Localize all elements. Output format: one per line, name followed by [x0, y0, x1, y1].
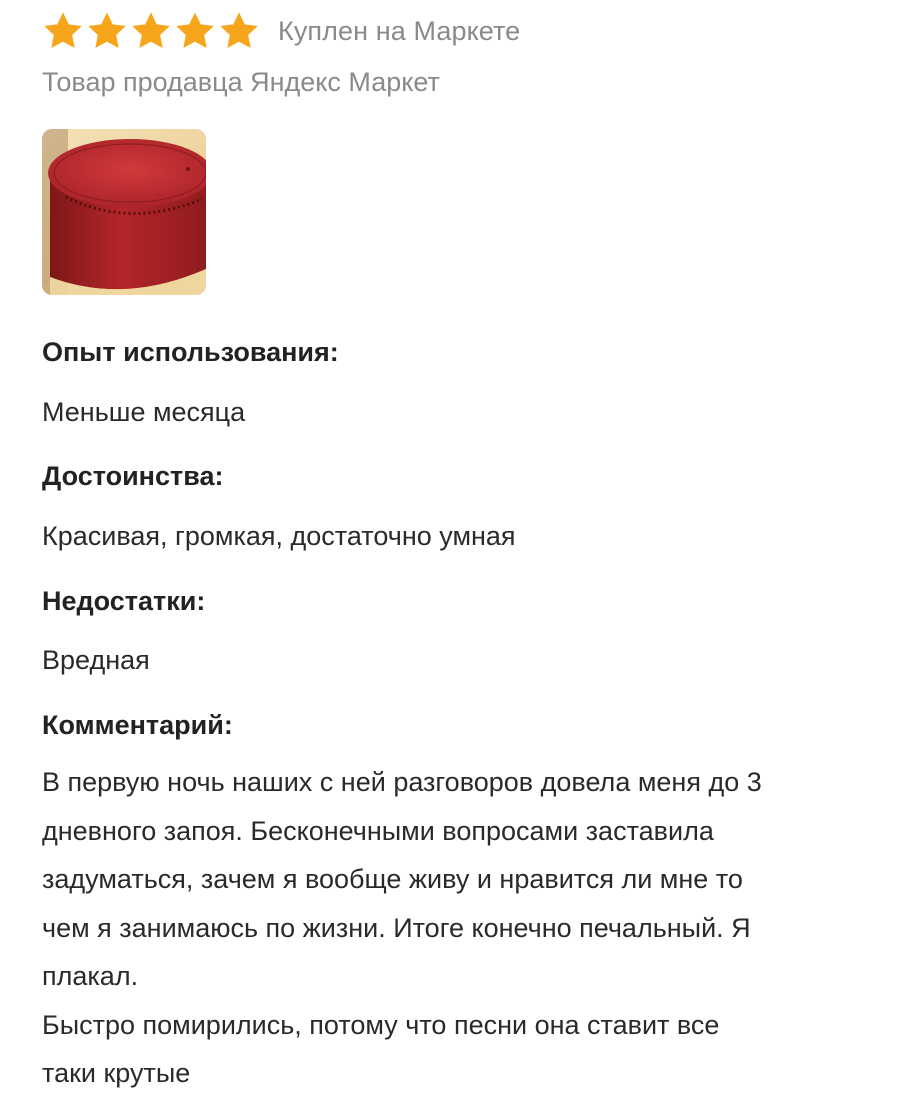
comment-line: плакал.	[42, 961, 139, 991]
star-icon	[86, 11, 128, 51]
comment-line: задуматься, зачем я вообще живу и нравится ли мне то	[42, 864, 743, 894]
pros-value: Красивая, громкая, достаточно умная	[42, 521, 516, 551]
review-photo-thumbnail[interactable]	[42, 129, 206, 295]
comment-line: чем я занимаюсь по жизни. Итоге конечно печальный. Я	[42, 912, 751, 943]
star-icon	[174, 11, 216, 51]
star-icon	[218, 11, 260, 51]
comment-line: Быстро помирились, потому что песни она ставит все	[42, 1009, 720, 1040]
comment-line: таки крутые	[42, 1058, 191, 1088]
comment-title: Комментарий:	[42, 710, 233, 740]
cons-value: Вредная	[42, 645, 150, 675]
star-icon	[42, 11, 84, 51]
speaker-photo-image	[42, 129, 206, 295]
cons-title: Недостатки:	[42, 586, 206, 616]
rating-row	[42, 0, 872, 62]
comment-text	[42, 758, 862, 1098]
star-icon	[130, 11, 172, 51]
comment-line: В первую ночь наших с ней разговоров довела меня до 3	[42, 767, 762, 797]
purchase-source-label: Куплен на Маркете	[278, 15, 521, 46]
star-rating	[42, 11, 260, 51]
comment-line: дневного запоя. Бесконечными вопросами заставила	[42, 815, 714, 846]
experience-value: Меньше месяца	[42, 397, 246, 427]
pros-title: Достоинства:	[42, 461, 224, 491]
review-card	[42, 0, 872, 1098]
seller-label: Товар продавца Яндекс Маркет	[42, 67, 440, 97]
experience-title: Опыт использования:	[42, 337, 339, 367]
